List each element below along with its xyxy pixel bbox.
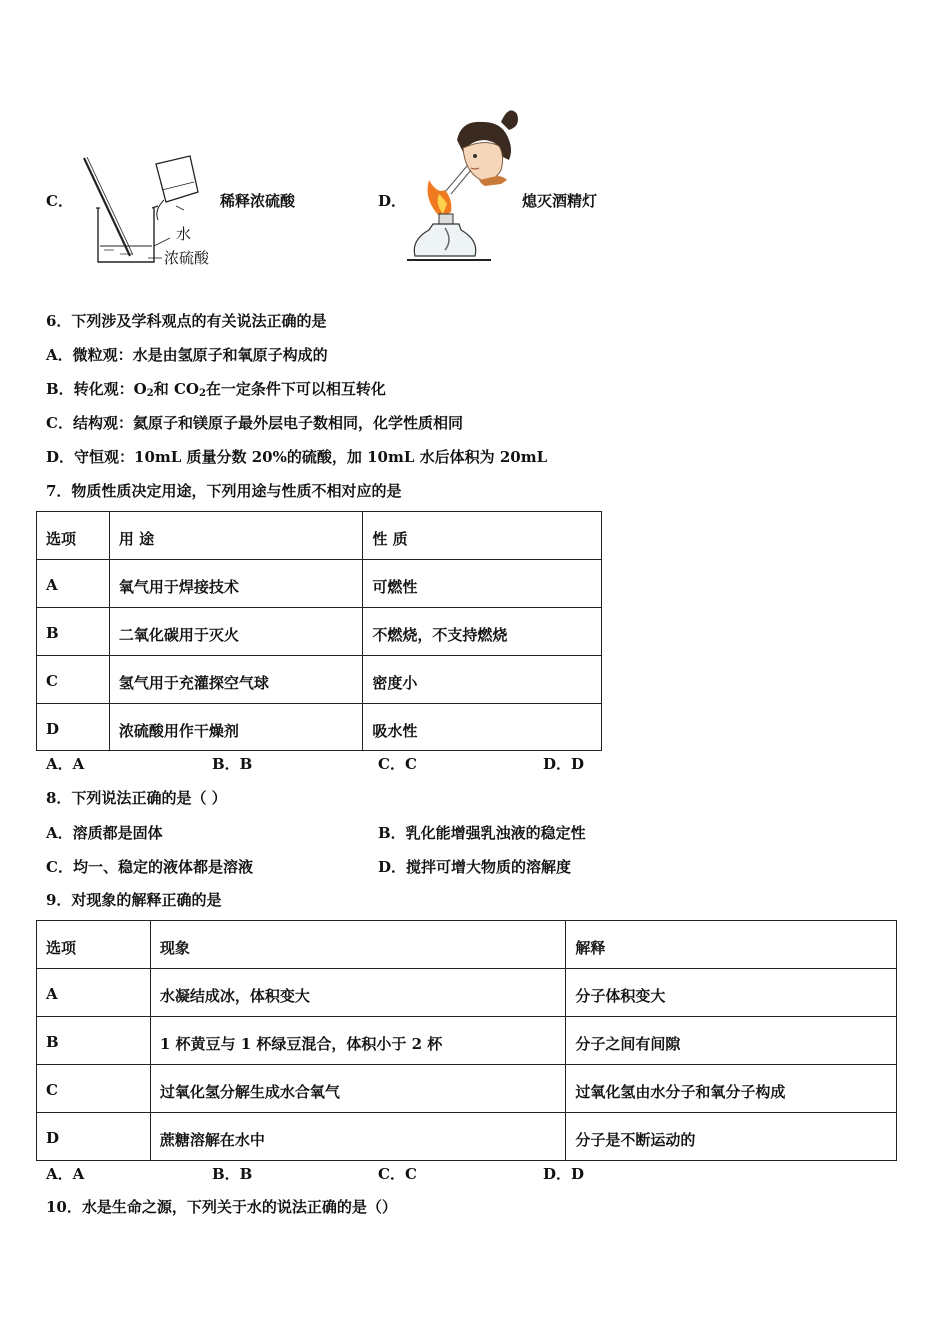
table-cell: 水凝结成冰，体积变大 bbox=[150, 969, 566, 1017]
q5-option-c-label: C． bbox=[46, 192, 73, 210]
table-cell: 过氧化氢由水分子和氧分子构成 bbox=[566, 1065, 897, 1113]
table-row bbox=[37, 608, 602, 656]
q7-table bbox=[36, 511, 602, 751]
table-cell: 吸水性 bbox=[363, 704, 602, 751]
water-label: 水 bbox=[176, 225, 192, 243]
q9-answer-b: B．B bbox=[212, 1165, 253, 1183]
q6-stem: 6．下列涉及学科观点的有关说法正确的是 bbox=[46, 312, 327, 330]
q7-answer-c: C．C bbox=[378, 755, 417, 773]
table-cell: 密度小 bbox=[363, 656, 602, 704]
q9-answer-a: A．A bbox=[46, 1165, 85, 1183]
table-row bbox=[37, 969, 897, 1017]
q7-answer-d: D．D bbox=[543, 755, 585, 773]
table-row bbox=[37, 656, 602, 704]
header-cell: 选项 bbox=[37, 921, 151, 969]
header-cell: 性 质 bbox=[363, 512, 602, 560]
table-cell: B bbox=[37, 1017, 151, 1065]
table-cell: 浓硫酸用作干燥剂 bbox=[109, 704, 363, 751]
q9-answer-c: C．C bbox=[378, 1165, 417, 1183]
q7-answer-a: A．A bbox=[46, 755, 85, 773]
table-cell: 过氧化氢分解生成水合氧气 bbox=[150, 1065, 566, 1113]
table-cell: 分子之间有间隙 bbox=[566, 1017, 897, 1065]
table-header-row bbox=[37, 512, 602, 560]
table-cell: 可燃性 bbox=[363, 560, 602, 608]
q10-stem: 10．水是生命之源，下列关于水的说法正确的是（） bbox=[46, 1198, 397, 1216]
header-cell: 用 途 bbox=[109, 512, 363, 560]
table-cell: 二氧化碳用于灭火 bbox=[109, 608, 363, 656]
q8-option-d: D．搅拌可增大物质的溶解度 bbox=[378, 858, 572, 876]
header-cell: 现象 bbox=[150, 921, 566, 969]
conc-acid-label: 浓硫酸 bbox=[164, 249, 210, 267]
table-cell: A bbox=[37, 969, 151, 1017]
q7-answer-b: B．B bbox=[212, 755, 253, 773]
q9-answer-d: D．D bbox=[543, 1165, 585, 1183]
q5-option-c-caption: 稀释浓硫酸 bbox=[220, 192, 296, 210]
q5-option-d-caption: 熄灭酒精灯 bbox=[522, 192, 598, 210]
table-cell: 1 杯黄豆与 1 杯绿豆混合，体积小于 2 杯 bbox=[150, 1017, 566, 1065]
q8-option-a: A．溶质都是固体 bbox=[46, 824, 163, 842]
table-cell: C bbox=[37, 1065, 151, 1113]
q9-table bbox=[36, 920, 897, 1161]
table-row bbox=[37, 1017, 897, 1065]
table-cell: 分子是不断运动的 bbox=[566, 1113, 897, 1161]
q6-b-sub1: 2 bbox=[146, 388, 154, 399]
q6-b-sub2: 2 bbox=[198, 388, 206, 399]
header-cell: 解释 bbox=[566, 921, 897, 969]
q7-stem: 7．物质性质决定用途，下列用途与性质不相对应的是 bbox=[46, 482, 402, 500]
q6-b-pre: B．转化观：O bbox=[46, 380, 147, 398]
blow-out-lamp-figure bbox=[405, 100, 525, 270]
q8-option-c: C．均一、稳定的液体都是溶液 bbox=[46, 858, 253, 876]
table-header-row bbox=[37, 921, 897, 969]
table-row bbox=[37, 1065, 897, 1113]
table-row bbox=[37, 1113, 897, 1161]
table-cell: C bbox=[37, 656, 110, 704]
q8-option-b: B．乳化能增强乳浊液的稳定性 bbox=[378, 824, 586, 842]
table-row bbox=[37, 560, 602, 608]
q6-option-b bbox=[46, 379, 386, 404]
table-cell: 分子体积变大 bbox=[566, 969, 897, 1017]
header-cell: 选项 bbox=[37, 512, 110, 560]
table-cell: D bbox=[37, 704, 110, 751]
q6-option-c: C．结构观：氦原子和镁原子最外层电子数相同，化学性质相同 bbox=[46, 414, 463, 432]
table-cell: 不燃烧，不支持燃烧 bbox=[363, 608, 602, 656]
q5-option-d-label: D． bbox=[378, 192, 407, 210]
table-cell: 氧气用于焊接技术 bbox=[109, 560, 363, 608]
q6-b-mid: 和 CO bbox=[153, 380, 199, 398]
table-cell: 氢气用于充灌探空气球 bbox=[109, 656, 363, 704]
q6-b-post: 在一定条件下可以相互转化 bbox=[205, 380, 386, 398]
table-cell: A bbox=[37, 560, 110, 608]
q6-option-d: D．守恒观：10mL 质量分数 20%的硫酸，加 10mL 水后体积为 20mL bbox=[46, 448, 548, 466]
table-cell: B bbox=[37, 608, 110, 656]
table-cell: 蔗糖溶解在水中 bbox=[150, 1113, 566, 1161]
table-cell: D bbox=[37, 1113, 151, 1161]
q8-stem: 8．下列说法正确的是（ ） bbox=[46, 789, 227, 807]
q9-stem: 9．对现象的解释正确的是 bbox=[46, 891, 222, 909]
table-row bbox=[37, 704, 602, 751]
q6-option-a: A．微粒观：水是由氢原子和氧原子构成的 bbox=[46, 346, 328, 364]
